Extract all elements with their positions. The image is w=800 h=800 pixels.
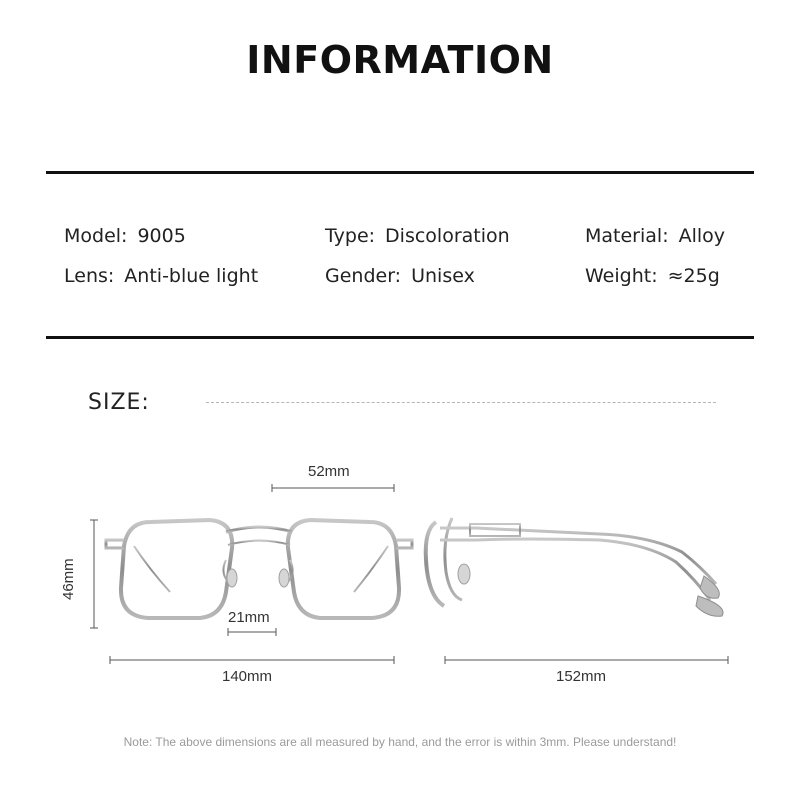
lens-width-label: 52mm — [308, 463, 350, 480]
left-temple-tip — [134, 546, 170, 592]
size-label: SIZE: — [88, 390, 150, 415]
frame-width-label: 140mm — [222, 668, 273, 685]
glasses-side-view — [426, 518, 716, 606]
spec-lens-value: Anti-blue light — [124, 265, 259, 287]
spec-lens-label: Lens: — [64, 265, 115, 287]
bridge-label: 21mm — [228, 609, 270, 626]
right-hinge — [396, 540, 412, 548]
temple-arm-bottom — [440, 539, 710, 600]
nose-pads — [227, 569, 289, 587]
page-title: INFORMATION — [246, 38, 554, 82]
spec-type-value: Discoloration — [385, 225, 510, 247]
spec-type-label: Type: — [325, 225, 376, 247]
spec-weight-label: Weight: — [585, 265, 658, 287]
temple-length-label: 152mm — [556, 668, 607, 685]
side-back-rim — [445, 518, 462, 600]
side-nose-pad — [458, 564, 470, 584]
dimension-lines — [90, 484, 728, 664]
left-lens-rim — [121, 520, 232, 618]
spec-model-value: 9005 — [137, 225, 186, 247]
lens-height-label: 46mm — [60, 558, 77, 600]
spec-gender-label: Gender: — [325, 265, 402, 287]
spec-material-value: Alloy — [678, 225, 726, 247]
spec-material-label: Material: — [585, 225, 669, 247]
glasses-front-view — [106, 520, 412, 618]
right-temple-tip — [354, 546, 388, 592]
bridge-bar — [226, 527, 292, 532]
spec-gender-value: Unisex — [411, 265, 475, 287]
spec-model-label: Model: — [64, 225, 128, 247]
side-front-rim — [426, 522, 444, 606]
right-lens-rim — [288, 520, 399, 618]
spec-weight-value: ≈25g — [667, 265, 720, 287]
temple-tips — [696, 576, 723, 616]
left-hinge — [106, 540, 124, 548]
measurement-note: Note: The above dimensions are all measured by hand, and the error is within 3mm. Please understand! — [123, 735, 677, 749]
lower-bridge — [228, 541, 290, 546]
